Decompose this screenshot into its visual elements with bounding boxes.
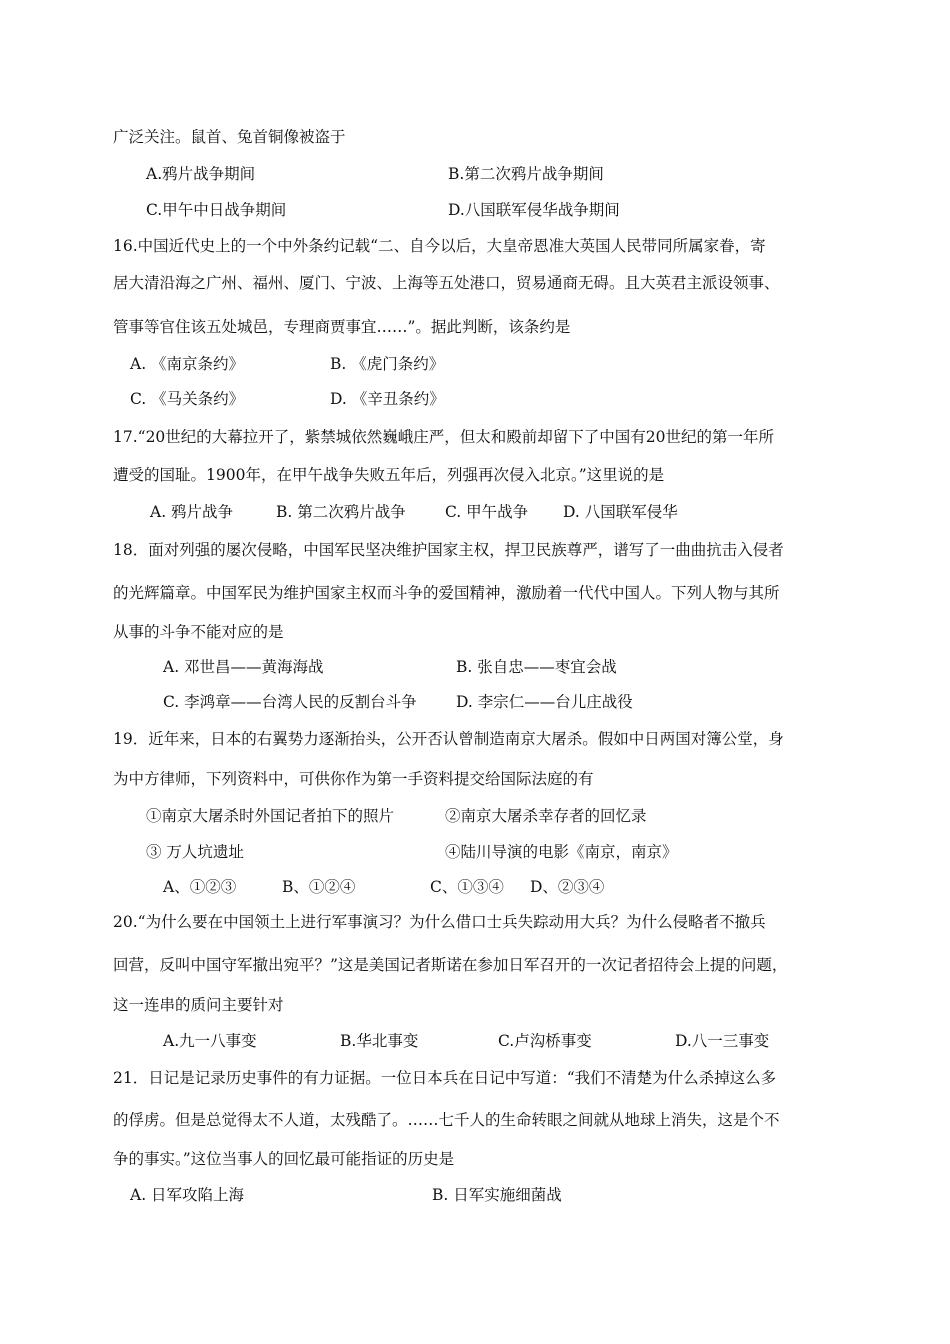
question-17-option-c: C. 甲午战争 [445, 503, 529, 521]
question-20-option-b: B.华北事变 [340, 1032, 419, 1050]
question-18-stem-line-3: 从事的斗争不能对应的是 [113, 623, 284, 641]
question-19-source-1: ①南京大屠杀时外国记者拍下的照片 [146, 807, 395, 825]
question-19-option-a: A、①②③ [163, 878, 237, 896]
question-18-option-c: C. 李鸿章——台湾人民的反割台斗争 [163, 693, 417, 711]
question-19-option-b: B、①②④ [282, 878, 356, 896]
question-19-source-3: ③ 万人坑遗址 [146, 843, 244, 861]
question-18-option-a: A. 邓世昌——黄海海战 [163, 658, 324, 676]
question-19-stem-line-2: 为中方律师，下列资料中，可供你作为第一手资料提交给国际法庭的有 [113, 770, 594, 788]
question-17-stem-line-2: 遭受的国耻。1900年，在甲午战争失败五年后，列强再次侵入北京。”这里说的是 [113, 466, 665, 484]
question-18-option-d: D. 李宗仁——台儿庄战役 [456, 693, 633, 711]
question-20-stem-line-3: 这一连串的质问主要针对 [113, 996, 284, 1014]
question-15-option-c: C.甲午中日战争期间 [146, 201, 287, 219]
question-19-source-4: ④陆川导演的电影《南京，南京》 [445, 843, 678, 861]
question-20-option-d: D.八一三事变 [675, 1032, 770, 1050]
question-20-stem-line-1: 20.“为什么要在中国领土上进行军事演习？为什么借口士兵失踪动用大兵？为什么侵略者不撤兵 [113, 913, 766, 931]
question-19-source-2: ②南京大屠杀幸存者的回忆录 [445, 807, 647, 825]
question-21-option-a: A. 日军攻陷上海 [130, 1186, 245, 1204]
question-18-stem-line-1: 18．面对列强的屡次侵略，中国军民坚决维护国家主权，捍卫民族尊严，谱写了一曲曲抗击入侵者 [113, 541, 784, 559]
question-19-option-d: D、②③④ [530, 878, 605, 896]
question-15-option-b: B.第二次鸦片战争期间 [448, 165, 604, 183]
question-17-option-b: B. 第二次鸦片战争 [276, 503, 406, 521]
question-15-option-a: A.鸦片战争期间 [146, 165, 256, 183]
question-17-option-d: D. 八国联军侵华 [563, 503, 678, 521]
question-19-option-c: C、①③④ [430, 878, 504, 896]
question-20-stem-line-2: 回营，反叫中国守军撤出宛平？”这是美国记者斯诺在参加日军召开的一次记者招待会上提的问题， [113, 956, 788, 974]
question-15-stem-tail: 广泛关注。鼠首、兔首铜像被盗于 [113, 128, 346, 146]
question-20-option-a: A.九一八事变 [163, 1032, 257, 1050]
question-17-option-a: A. 鸦片战争 [150, 503, 234, 521]
question-16-stem-line-3: 管事等官住该五处城邑，专理商贾事宜……”。据此判断，该条约是 [113, 318, 571, 336]
question-15-option-d: D.八国联军侵华战争期间 [448, 201, 620, 219]
question-18-option-b: B. 张自忠——枣宜会战 [456, 658, 617, 676]
question-19-stem-line-1: 19．近年来，日本的右翼势力逐渐抬头，公开否认曾制造南京大屠杀。假如中日两国对簿公堂，身 [113, 730, 784, 748]
question-20-option-c: C.卢沟桥事变 [498, 1032, 592, 1050]
question-21-stem-line-2: 的俘虏。但是总觉得太不人道，太残酷了。……七千人的生命转眼之间就从地球上消失，这是个不 [113, 1111, 780, 1129]
question-18-stem-line-2: 的光辉篇章。中国军民为维护国家主权而斗争的爱国精神，激励着一代代中国人。下列人物与其所 [113, 584, 780, 602]
question-16-option-b: B. 《虎门条约》 [330, 355, 445, 373]
question-16-option-d: D. 《辛丑条约》 [330, 390, 445, 408]
question-16-option-a: A. 《南京条约》 [130, 355, 245, 373]
question-16-option-c: C. 《马关条约》 [130, 390, 245, 408]
question-21-option-b: B. 日军实施细菌战 [432, 1186, 562, 1204]
question-21-stem-line-3: 争的事实。”这位当事人的回忆最可能指证的历史是 [113, 1150, 455, 1168]
question-17-stem-line-1: 17.“20世纪的大幕拉开了，紫禁城依然巍峨庄严，但太和殿前却留下了中国有20世纪的第一年所 [113, 428, 775, 446]
question-21-stem-line-1: 21．日记是记录历史事件的有力证据。一位日本兵在日记中写道：“我们不清楚为什么杀掉这么多 [113, 1069, 777, 1087]
question-16-stem-line-1: 16.中国近代史上的一个中外条约记载“二、自今以后，大皇帝恩准大英国人民带同所属家眷，寄 [113, 237, 766, 255]
question-16-stem-line-2: 居大清沿海之广州、福州、厦门、宁波、上海等五处港口，贸易通商无碍。且大英君主派设领事、 [113, 274, 780, 292]
